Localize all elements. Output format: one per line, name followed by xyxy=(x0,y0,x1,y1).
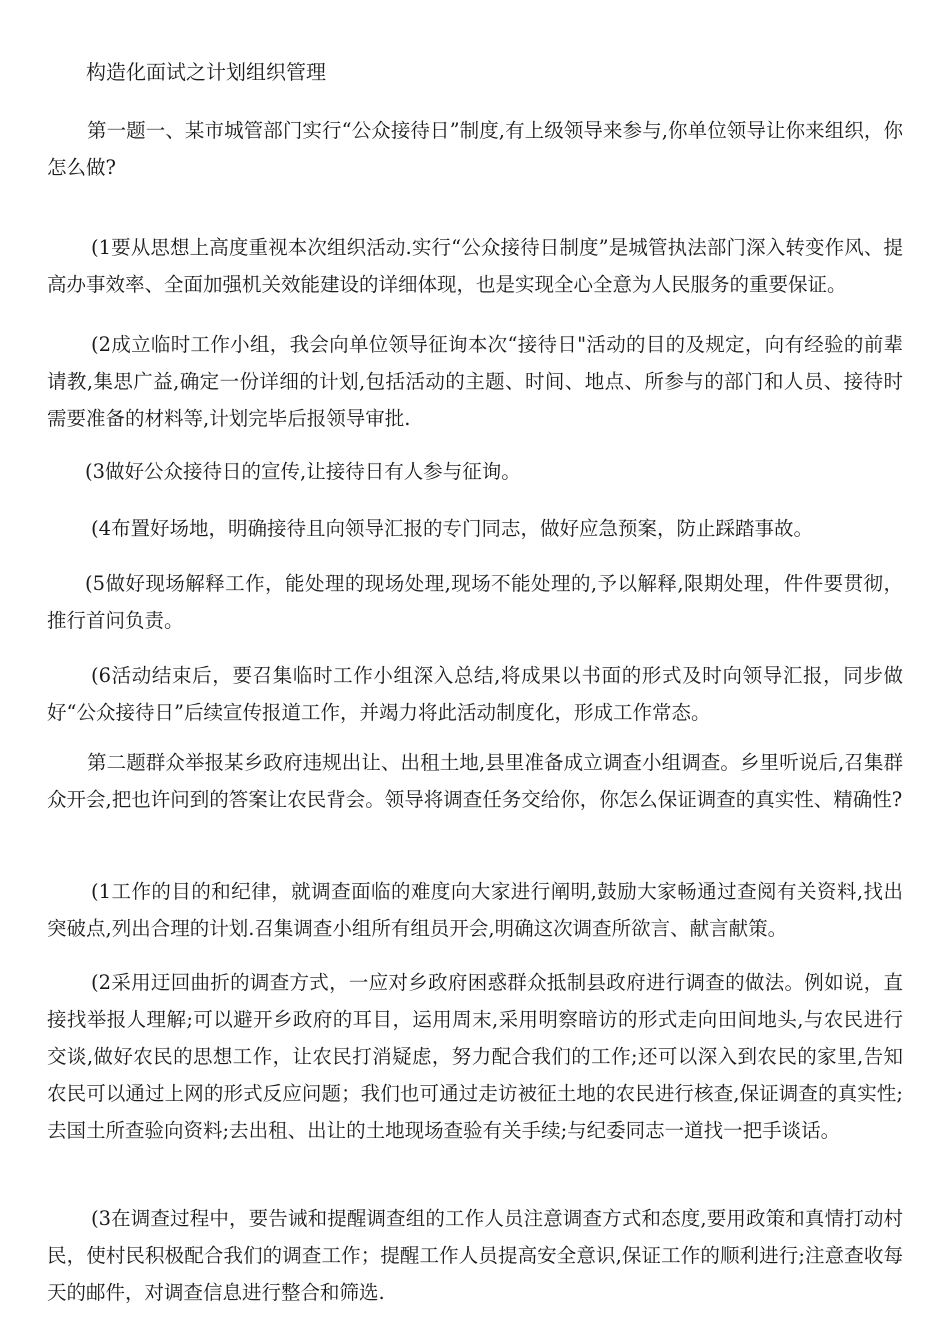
document-title: 构造化面试之计划组织管理 xyxy=(86,60,326,84)
answer-1-item-6: (6活动结束后，要召集临时工作小组深入总结,将成果以书面的形式及时向领导汇报，同步做好“公众接待日”后续宣传报道工作，并竭力将此活动制度化，形成工作常态。 xyxy=(47,664,903,724)
question-2-heading: 第二题群众举报某乡政府违规出让、出租土地,县里准备成立调查小组调查。乡里听说后,召集群众开会,把也许问到的答案让农民背会。领导将调查任务交给你，你怎么保证调查的真实性、精确性? xyxy=(47,751,903,811)
answer-1-item-4: (4布置好场地，明确接待且向领导汇报的专门同志，做好应急预案，防止踩踏事故。 xyxy=(91,517,814,540)
answer-1-item-2: (2成立临时工作小组，我会向单位领导征询本次“接待日"活动的目的及规定，向有经验的前辈请教,集思广益,确定一份详细的计划,包括活动的主题、时间、地点、所参与的部门和人员、接待时需要准备的材料等,计划完毕后报领导审批. xyxy=(47,333,903,430)
question-1-heading: 第一题一、某市城管部门实行“公众接待日”制度,有上级领导来参与,你单位领导让你来组织，你怎么做? xyxy=(47,119,903,179)
answer-2-item-2: (2采用迂回曲折的调查方式，一应对乡政府困惑群众抵制县政府进行调查的做法。例如说，直接找举报人理解;可以避开乡政府的耳目，运用周末,采用明察暗访的形式走向田间地头,与农民进行交谈,做好农民的思想工作，让农民打消疑虑，努力配合我们的工作;还可以深入到农民的家里,告知农民可以通过上网的形式反应问题；我们也可通过走访被征土地的农民进行核查,保证调查的真实性;去国土所查验向资料;去出租、出让的土地现场查验有关手续;与纪委同志一道找一把手谈话。 xyxy=(47,971,903,1142)
answer-2-item-1: (1工作的目的和纪律，就调查面临的难度向大家进行阐明,鼓励大家畅通过查阅有关资料,找出突破点,列出合理的计划.召集调查小组所有组员开会,明确这次调查所欲言、献言献策。 xyxy=(47,880,903,940)
answer-1-item-1: (1要从思想上高度重视本次组织活动.实行“公众接待日制度”是城管执法部门深入转变作风、提高办事效率、全面加强机关效能建设的详细体现，也是实现全心全意为人民服务的重要保证。 xyxy=(47,236,903,296)
answer-2-item-3: (3在调查过程中，要告诫和提醒调查组的工作人员注意调查方式和态度,要用政策和真情打动村民，使村民积极配合我们的调查工作；提醒工作人员提高安全意识,保证工作的顺利进行;注意查收每天的邮件，对调查信息进行整合和筛选. xyxy=(47,1207,903,1304)
answer-1-item-3: (3做好公众接待日的宣传,让接待日有人参与征询。 xyxy=(85,460,521,483)
answer-1-item-5: (5做好现场解释工作，能处理的现场处理,现场不能处理的,予以解释,限期处理，件件要贯彻，推行首问负责。 xyxy=(47,572,903,632)
